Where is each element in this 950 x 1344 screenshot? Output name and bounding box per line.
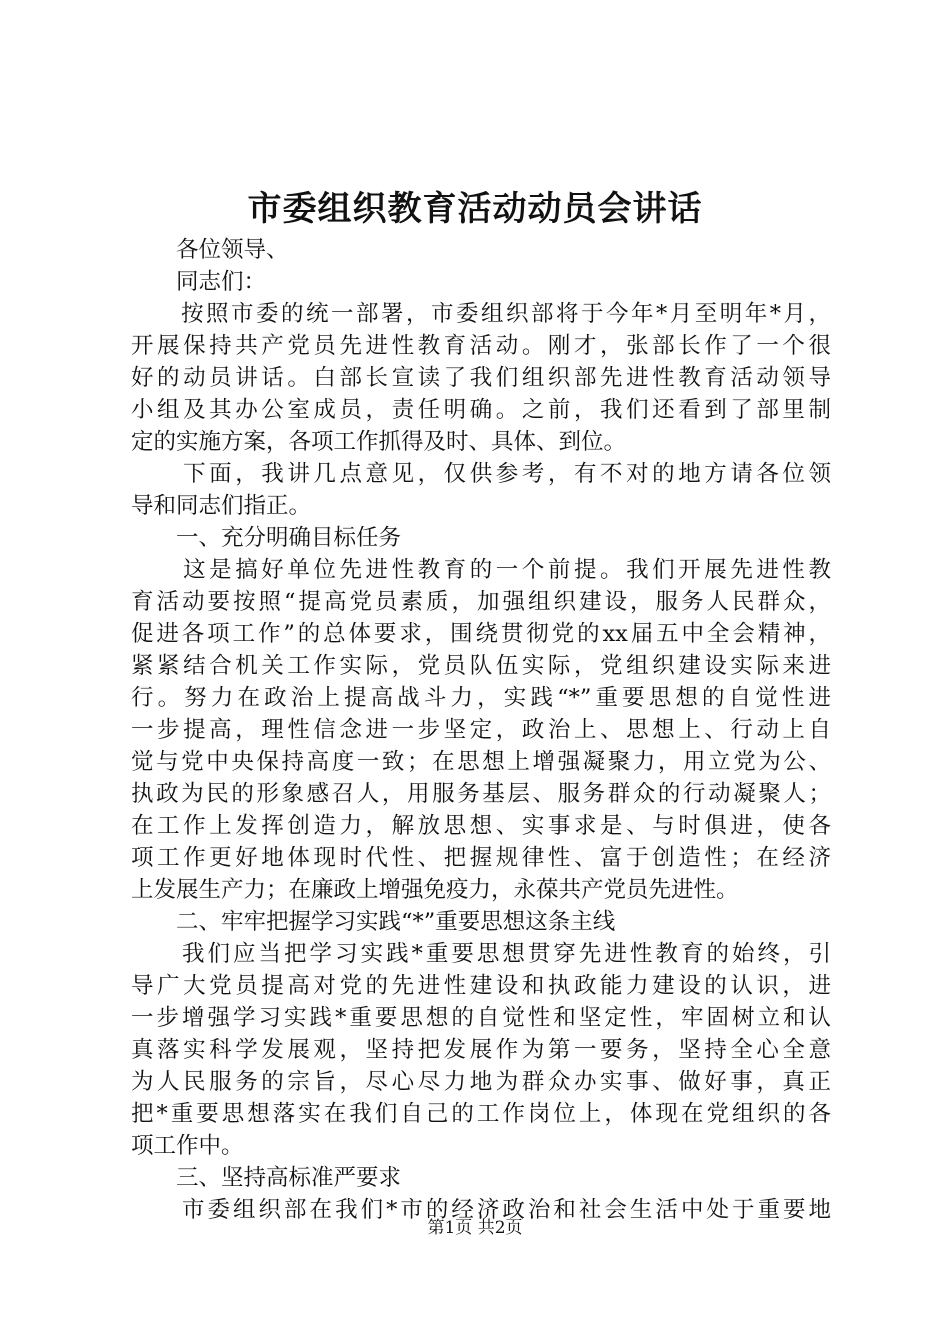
- text-line: 项工作更好地体现时代性、把握规律性、富于创造性；在经济: [131, 845, 831, 871]
- text-line: 育活动要按照“提高党员素质，加强组织建设，服务人民群众，: [131, 589, 831, 615]
- text-line: 同志们：: [131, 269, 267, 295]
- text-line: 好的动员讲话。白部长宣读了我们组织部先进性教育活动领导: [131, 365, 831, 391]
- text-line: 下面，我讲几点意见，仅供参考，有不对的地方请各位领: [131, 461, 831, 487]
- text-line: 在工作上发挥创造力，解放思想、实事求是、与时俱进，使各: [131, 813, 831, 839]
- text-line: 真落实科学发展观，坚持把发展作为第一要务，坚持全心全意: [131, 1037, 831, 1063]
- document-title: 市委组织教育活动动员会讲话: [247, 189, 703, 229]
- text-line: 小组及其办公室成员，责任明确。之前，我们还看到了部里制: [131, 397, 831, 423]
- text-line: 一、充分明确目标任务: [131, 525, 402, 551]
- text-line: 执政为民的形象感召人，用服务基层、服务群众的行动凝聚人；: [131, 781, 831, 807]
- text-line: 把*重要思想落实在我们自己的工作岗位上，体现在党组织的各: [131, 1101, 831, 1127]
- text-line: 项工作中。: [131, 1133, 244, 1159]
- text-line: 觉与党中央保持高度一致；在思想上增强凝聚力，用立党为公、: [131, 749, 831, 775]
- text-line: 按照市委的统一部署，市委组织部将于今年*月至明年*月，: [131, 301, 831, 327]
- page-footer: 第1页 共2页: [427, 1218, 523, 1238]
- text-line: 为人民服务的宗旨，尽心尽力地为群众办实事、做好事，真正: [131, 1069, 831, 1095]
- text-line: 上发展生产力；在廉政上增强免疫力，永葆共产党员先进性。: [131, 877, 739, 903]
- text-line: 一步增强学习实践*重要思想的自觉性和坚定性，牢固树立和认: [131, 1005, 831, 1031]
- text-line: 导和同志们指正。: [131, 493, 312, 519]
- text-line: 市委组织部在我们*市的经济政治和社会生活中处于重要地: [131, 1197, 831, 1223]
- document-body: [131, 234, 831, 1226]
- text-line: 开展保持共产党员先进性教育活动。刚才，张部长作了一个很: [131, 333, 831, 359]
- text-line: 促进各项工作”的总体要求，围绕贯彻党的xx届五中全会精神，: [131, 621, 831, 647]
- text-line: 这是搞好单位先进性教育的一个前提。我们开展先进性教: [131, 557, 831, 583]
- text-line: 三、坚持高标准严要求: [131, 1165, 402, 1191]
- text-line: 定的实施方案，各项工作抓得及时、具体、到位。: [131, 429, 627, 455]
- text-line: 我们应当把学习实践*重要思想贯穿先进性教育的始终，引: [131, 941, 831, 967]
- text-line: 导广大党员提高对党的先进性建设和执政能力建设的认识，进: [131, 973, 831, 999]
- text-line: 行。努力在政治上提高战斗力，实践“*”重要思想的自觉性进: [131, 685, 831, 711]
- text-line: 一步提高，理性信念进一步坚定，政治上、思想上、行动上自: [131, 717, 831, 743]
- text-line: 各位领导、: [131, 237, 289, 263]
- text-line: 紧紧结合机关工作实际，党员队伍实际，党组织建设实际来进: [131, 653, 831, 679]
- text-line: 二、牢牢把握学习实践“*”重要思想这条主线: [131, 909, 616, 935]
